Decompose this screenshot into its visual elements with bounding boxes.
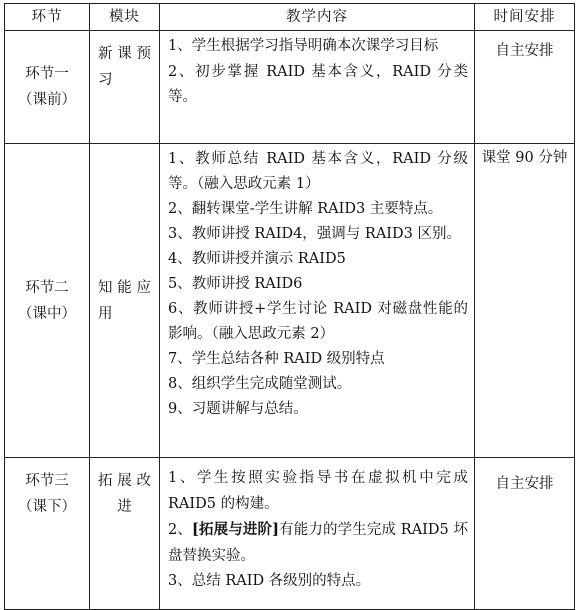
module-cell <box>90 144 160 458</box>
phase-name: 环节三 <box>25 473 69 489</box>
content-item: 9、习题讲解与总结。 <box>168 401 308 417</box>
module-text-line: 知 能 应 <box>98 279 151 296</box>
content-cell <box>160 31 475 144</box>
content-item: 2、初步掌握 RAID 基本含义，RAID 分类等。 <box>168 63 468 105</box>
phase-name: 环节一 <box>25 66 69 82</box>
content-item: 8、组织学生完成随堂测试。 <box>168 376 352 392</box>
content-cell <box>160 144 475 458</box>
header-time: 时间安排 <box>475 4 575 31</box>
header-module: 模块 <box>90 4 160 31</box>
time-cell: 自主安排 <box>475 31 575 144</box>
phase-name: 环节二 <box>25 279 69 296</box>
item-text: 有能力的学生完成 RAID5 坏盘替换实验。 <box>168 522 468 564</box>
module-text-line: 进 <box>117 499 132 515</box>
extension-tag: [拓展与进阶] <box>191 521 279 538</box>
module-text-line: 习 <box>98 72 113 88</box>
content-item: 4、教师讲授并演示 RAID5 <box>168 251 346 267</box>
table-header-row <box>5 4 575 31</box>
content-item: 7、学生总结各种 RAID 级别特点 <box>168 351 385 367</box>
header-phase: 环节 <box>5 4 90 31</box>
table-row <box>5 144 575 458</box>
content-item: 2、翻转课堂-学生讲解 RAID3 主要特点。 <box>168 201 443 217</box>
phase-cell <box>5 144 90 458</box>
module-cell <box>90 31 160 144</box>
content-item: 5、教师讲授 RAID6 <box>168 276 303 292</box>
module-text-line: 新 课 预 <box>98 46 151 62</box>
module-cell <box>90 458 160 610</box>
time-cell: 课堂 90 分钟 <box>475 144 575 458</box>
phase-cell <box>5 31 90 144</box>
content-item: 1、学生根据学习指导明确本次课学习目标 <box>168 38 439 54</box>
table-row <box>5 31 575 144</box>
phase-period: （课下） <box>18 499 76 515</box>
phase-period: （课中） <box>18 305 76 322</box>
time-cell: 自主安排 <box>475 458 575 610</box>
phase-period: （课前） <box>18 92 76 108</box>
content-item: 1、学生按照实验指导书在虚拟机中完成 RAID5 的构建。 <box>168 470 468 512</box>
phase-cell <box>5 458 90 610</box>
item-number: 2、 <box>168 522 192 538</box>
module-text-line: 拓展改 <box>98 473 151 489</box>
teaching-plan-table <box>4 3 575 610</box>
content-item: 1、教师总结 RAID 基本含义，RAID 分级等。（融入思政元素 1） <box>168 151 468 192</box>
content-item: 3、教师讲授 RAID4，强调与 RAID3 区别。 <box>168 226 461 242</box>
content-item: 3、总结 RAID 各级别的特点。 <box>168 573 371 589</box>
content-item: 6、教师讲授+学生讨论 RAID 对磁盘性能的影响。（融入思政元素 2） <box>168 301 468 342</box>
header-content: 教学内容 <box>160 4 475 31</box>
module-text-line: 用 <box>98 305 113 322</box>
content-cell <box>160 458 475 610</box>
table-row <box>5 458 575 610</box>
content-item <box>168 517 468 569</box>
